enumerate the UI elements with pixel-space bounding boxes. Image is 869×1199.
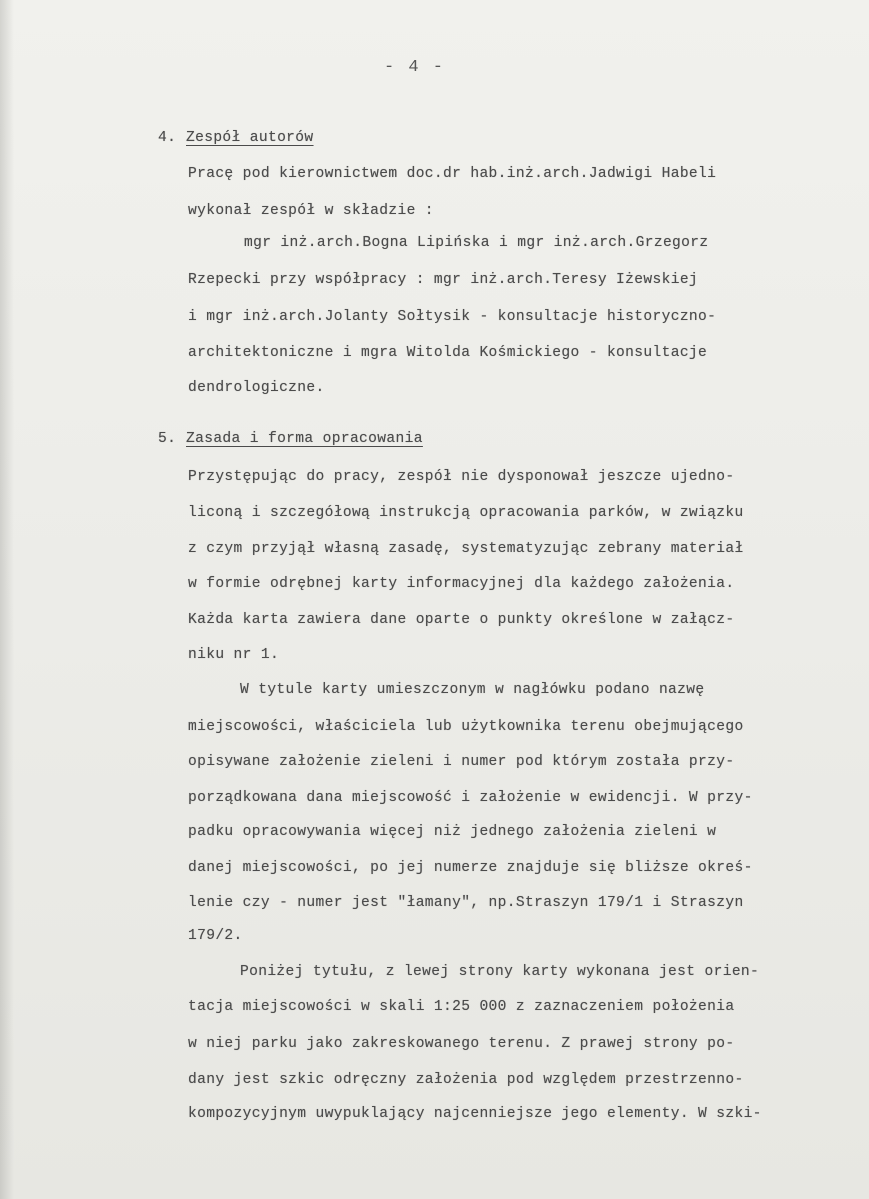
text-line: niku nr 1. [188, 647, 280, 663]
text-line: z czym przyjął własną zasadę, systematyzując zebrany materiał [188, 541, 744, 557]
text-line: 179/2. [188, 928, 243, 944]
section-heading-5 [158, 431, 423, 447]
text-line: dendrologiczne. [188, 380, 325, 396]
text-line: tacja miejscowości w skali 1:25 000 z zaznaczeniem położenia [188, 999, 735, 1015]
text-line: danej miejscowości, po jej numerze znajduje się bliższe okreś- [188, 860, 753, 876]
text-line: mgr inż.arch.Bogna Lipińska i mgr inż.arch.Grzegorz [244, 235, 709, 251]
section-title: Zespół autorów [186, 130, 314, 146]
scan-edge-shadow [0, 0, 14, 1199]
text-line: kompozycyjnym uwypuklający najcenniejsze jego elementy. W szki- [188, 1106, 762, 1122]
section-number: 4. [158, 130, 177, 146]
text-line: opisywane założenie zieleni i numer pod którym została przy- [188, 754, 735, 770]
text-line: Pracę pod kierownictwem doc.dr hab.inż.arch.Jadwigi Habeli [188, 166, 717, 182]
text-line: liconą i szczegółową instrukcją opracowania parków, w związku [188, 505, 744, 521]
text-line: lenie czy - numer jest "łamany", np.Straszyn 179/1 i Straszyn [188, 895, 744, 911]
text-line: i mgr inż.arch.Jolanty Sołtysik - konsultacje historyczno- [188, 309, 717, 325]
text-line: padku opracowywania więcej niż jednego założenia zieleni w [188, 824, 717, 840]
text-line: dany jest szkic odręczny założenia pod względem przestrzenno- [188, 1072, 744, 1088]
text-line: wykonał zespół w składzie : [188, 203, 434, 219]
section-heading-4 [158, 130, 314, 146]
text-line: w formie odrębnej karty informacyjnej dla każdego założenia. [188, 576, 735, 592]
text-line: w niej parku jako zakreskowanego terenu. Z prawej strony po- [188, 1036, 735, 1052]
text-line: miejscowości, właściciela lub użytkownika terenu obejmującego [188, 719, 744, 735]
text-line: Rzepecki przy współpracy : mgr inż.arch.Teresy Iżewskiej [188, 272, 699, 288]
page-number: - 4 - [384, 58, 446, 77]
text-line: architektoniczne i mgra Witolda Kośmickiego - konsultacje [188, 345, 708, 361]
section-number: 5. [158, 431, 177, 447]
text-line: W tytule karty umieszczonym w nagłówku podano nazwę [240, 682, 705, 698]
text-line: Poniżej tytułu, z lewej strony karty wykonana jest orien- [240, 964, 760, 980]
section-title: Zasada i forma opracowania [186, 431, 423, 447]
text-line: Każda karta zawiera dane oparte o punkty określone w załącz- [188, 612, 735, 628]
text-line: Przystępując do pracy, zespół nie dysponował jeszcze ujedno- [188, 469, 735, 485]
text-line: porządkowana dana miejscowość i założenie w ewidencji. W przy- [188, 790, 753, 806]
